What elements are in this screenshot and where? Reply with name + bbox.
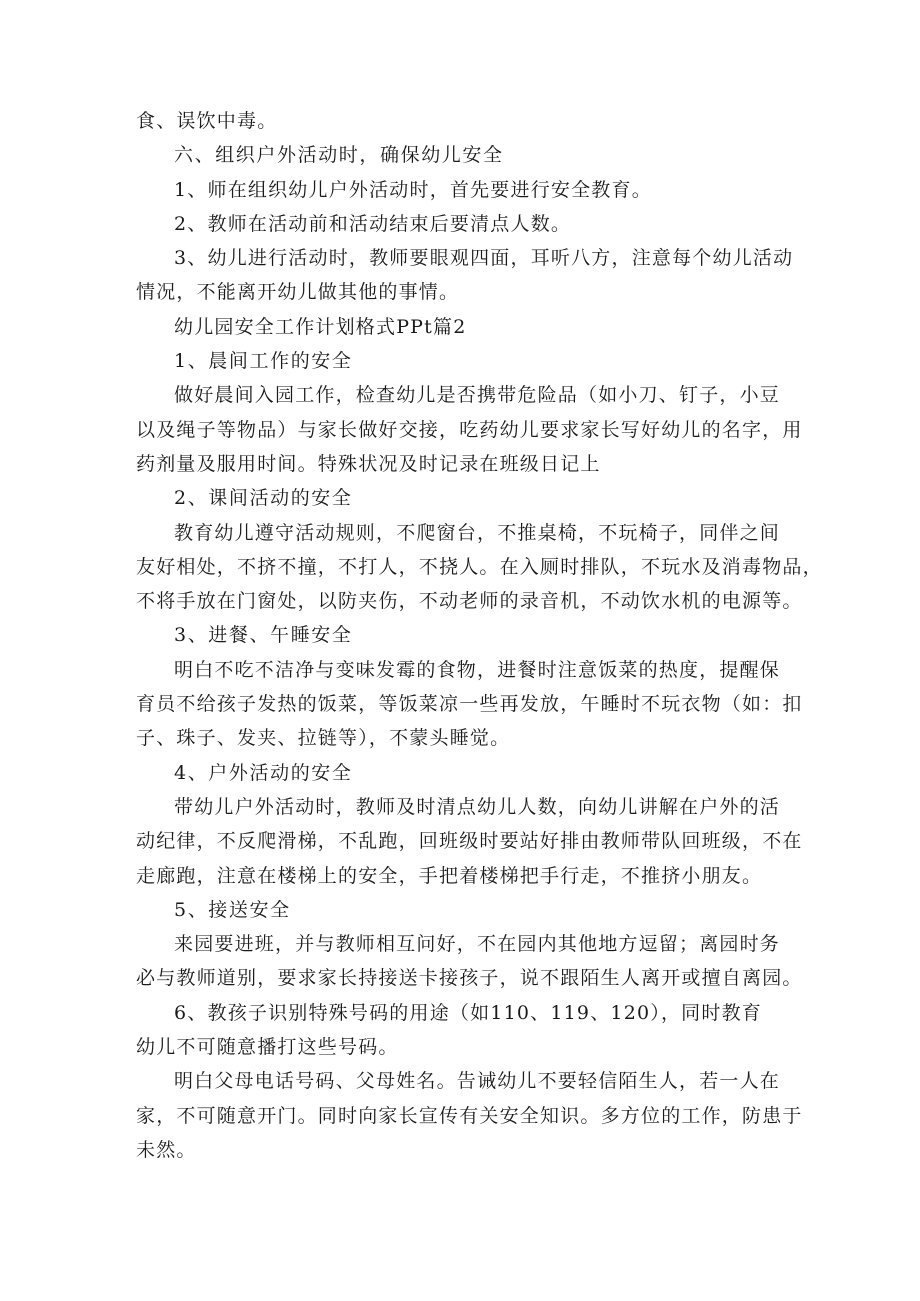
text-line: 2、教师在活动前和活动结束后要清点人数。 (174, 212, 572, 235)
text-line: 明白不吃不洁净与变味发霉的食物，进餐时注意饭菜的热度，提醒保 (174, 658, 781, 681)
text-line: 食、误饮中毒。 (136, 110, 278, 132)
section-heading: 2、课间活动的安全 (174, 487, 353, 510)
section-heading: 5、接送安全 (174, 898, 291, 921)
text-line: 1、师在组织幼儿户外活动时，首先要进行安全教育。 (174, 178, 652, 201)
text-line: 明白父母电话号码、父母姓名。告诫幼儿不要轻信陌生人，若一人在 (174, 1070, 781, 1093)
text-line: 药剂量及服用时间。特殊状况及时记录在班级日记上 (136, 452, 601, 475)
text-line: 带幼儿户外活动时，教师及时清点幼儿人数，向幼儿讲解在户外的活 (174, 795, 781, 818)
text-line: 友好相处，不挤不撞，不打人，不挠人。在入厕时排队，不玩水及消毒物品， (136, 555, 823, 578)
article-subtitle: 幼儿园安全工作计划格式PPt篇2 (174, 315, 467, 338)
section-heading: 六、组织户外活动时，确保幼儿安全 (174, 144, 504, 167)
text-line: 做好晨间入园工作，检查幼儿是否携带危险品（如小刀、钉子，小豆 (174, 384, 781, 407)
text-line: 子、珠子、发夹、拉链等），不蒙头睡觉。 (136, 727, 511, 750)
document-page (136, 104, 823, 1167)
section-heading: 6、教孩子识别特殊号码的用途（如110、119、120），同时教育 (174, 1001, 762, 1024)
text-line: 来园要进班，并与教师相互问好，不在园内其他地方逗留；离园时务 (174, 933, 781, 956)
text-line: 3、幼儿进行活动时，教师要眼观四面，耳听八方，注意每个幼儿活动 (174, 247, 794, 270)
text-line: 幼儿不可随意播打这些号码。 (136, 1036, 399, 1059)
text-line: 家，不可随意开门。同时向家长宣传有关安全知识。多方位的工作，防患于 (136, 1104, 803, 1127)
text-line: 教育幼儿遵守活动规则，不爬窗台，不推桌椅，不玩椅子，同伴之间 (174, 521, 781, 544)
section-heading: 4、户外活动的安全 (174, 761, 353, 784)
text-line: 未然。 (136, 1138, 197, 1161)
text-line: 育员不给孩子发热的饭菜，等饭菜凉一些再发放，午睡时不玩衣物（如：扣 (136, 693, 803, 716)
text-line: 走廊跑，注意在楼梯上的安全，手把着楼梯把手行走，不推挤小朋友。 (136, 864, 763, 887)
text-line: 以及绳子等物品）与家长做好交接，吃药幼儿要求家长写好幼儿的名字，用 (136, 418, 803, 441)
section-heading: 1、晨间工作的安全 (174, 350, 353, 373)
text-line: 情况，不能离开幼儿做其他的事情。 (136, 281, 460, 304)
text-line: 不将手放在门窗处，以防夹伤，不动老师的录音机，不动饮水机的电源等。 (136, 590, 803, 613)
section-heading: 3、进餐、午睡安全 (174, 624, 353, 647)
text-line: 必与教师道别，要求家长持接送卡接孩子，说不跟陌生人离开或擅自离园。 (136, 967, 803, 990)
text-line: 动纪律，不反爬滑梯，不乱跑，回班级时要站好排由教师带队回班级，不在 (136, 830, 803, 853)
